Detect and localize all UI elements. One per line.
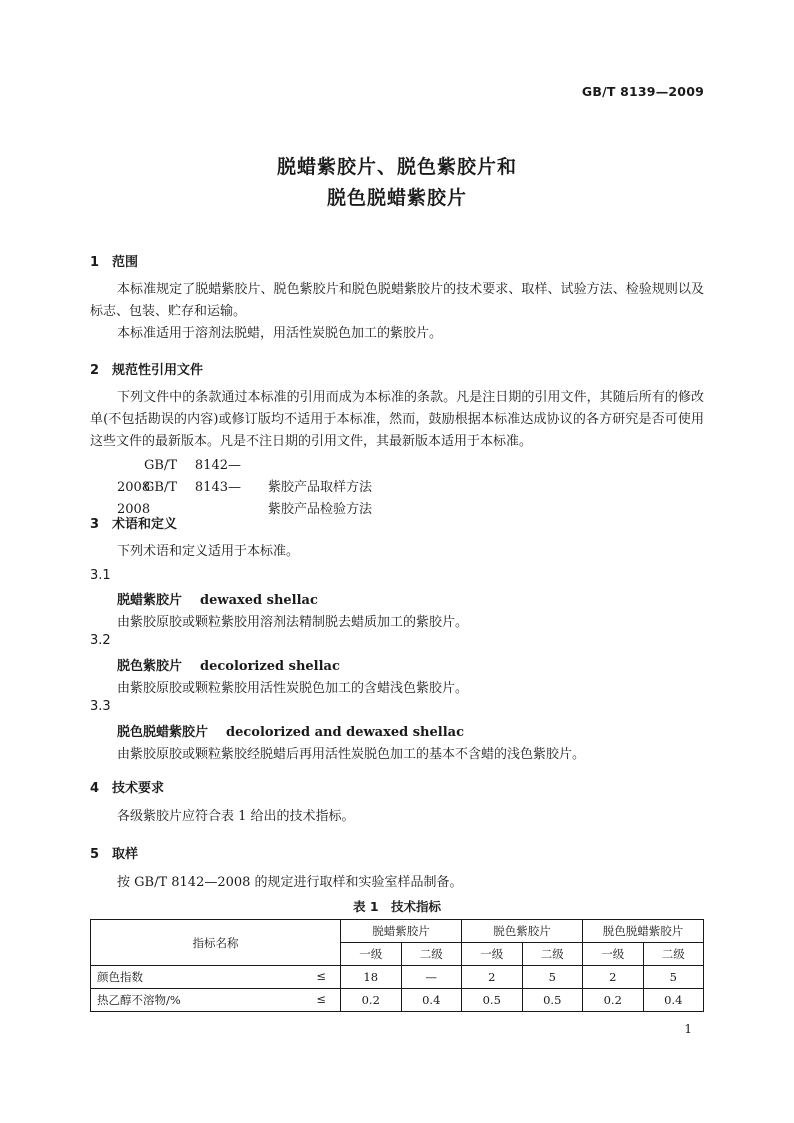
term-chinese: 脱蜡紫胶片 [117, 593, 183, 608]
paragraph: 按 GB/T 8142—2008 的规定进行取样和实验室样品制备。 [117, 875, 463, 890]
paragraph: 下列术语和定义适用于本标准。 [117, 544, 300, 559]
term-english: dewaxed shellac [200, 593, 318, 608]
section-title: 术语和定义 [112, 517, 178, 532]
row-symbol: ≤ [316, 969, 326, 983]
section-number: 5 [90, 847, 100, 862]
grade-cell: 一级 [462, 943, 523, 966]
value-cell: 0.2 [341, 989, 402, 1012]
term-heading [117, 721, 464, 740]
term-heading [117, 655, 340, 674]
value-cell: 0.4 [643, 989, 704, 1012]
value-cell: 0.5 [462, 989, 523, 1012]
term-number: 3.3 [90, 699, 111, 714]
paragraph: 本标准规定了脱蜡紫胶片、脱色紫胶片和脱色脱蜡紫胶片的技术要求、取样、试验方法、检验规则以及标志、包装、贮存和运输。 [90, 282, 704, 319]
section-title: 取样 [112, 847, 139, 862]
grade-cell: 二级 [522, 943, 583, 966]
term-number: 3.2 [90, 633, 111, 648]
header-cell: 指标名称 [91, 920, 341, 966]
section-number: 4 [90, 781, 100, 796]
term-heading [117, 589, 318, 608]
section-number: 1 [90, 255, 100, 270]
page-number: 1 [684, 1022, 692, 1036]
paragraph: 本标准适用于溶剂法脱蜡，用活性炭脱色加工的紫胶片。 [117, 326, 443, 341]
doc-title-line-2: 脱色脱蜡紫胶片 [326, 187, 467, 209]
table-row [91, 989, 704, 1012]
term-chinese: 脱色脱蜡紫胶片 [117, 725, 209, 740]
grade-cell: 二级 [401, 943, 462, 966]
section-5-heading [90, 843, 138, 862]
paragraph: 各级紫胶片应符合表 1 给出的技术指标。 [117, 809, 355, 824]
section-number: 2 [90, 363, 100, 378]
value-cell: — [401, 966, 462, 989]
grade-cell: 一级 [341, 943, 402, 966]
value-cell: 18 [341, 966, 402, 989]
paragraph: 下列文件中的条款通过本标准的引用而成为本标准的条款。凡是注日期的引用文件，其随后所有的修改单(不包括勘误的内容)或修订版均不适用于本标准，然而，鼓励根据本标准达成协议的各方研究是否可使用这些文件的最新版本。凡是不注日期的引用文件，其最新版本适用于本标准。 [90, 390, 704, 449]
section-title: 范围 [112, 255, 139, 270]
reference-item [90, 477, 704, 521]
value-cell: 0.5 [522, 989, 583, 1012]
row-name-cell [91, 966, 341, 989]
section-title: 规范性引用文件 [112, 363, 204, 378]
term-definition: 由紫胶原胶或颗粒紫胶用溶剂法精制脱去蜡质加工的紫胶片。 [117, 615, 469, 630]
value-cell: 2 [462, 966, 523, 989]
technical-spec-table [90, 919, 704, 1012]
grade-cell: 一级 [583, 943, 644, 966]
table-caption: 表 1 技术指标 [352, 899, 442, 914]
doc-title-line-1: 脱蜡紫胶片、脱色紫胶片和 [276, 156, 517, 178]
group-header-cell: 脱色脱蜡紫胶片 [583, 920, 704, 943]
value-cell: 0.4 [401, 989, 462, 1012]
section-number: 3 [90, 517, 100, 532]
section-4-heading [90, 777, 164, 796]
reference-code: GB/T 8142—2008 [117, 458, 241, 495]
row-name: 颜色指数 [97, 970, 143, 984]
term-definition: 由紫胶原胶或颗粒紫胶用活性炭脱色加工的含蜡浅色紫胶片。 [117, 681, 469, 696]
section-2-heading [90, 359, 203, 378]
table-row [91, 966, 704, 989]
section-title: 技术要求 [112, 781, 165, 796]
term-chinese: 脱色紫胶片 [117, 659, 183, 674]
row-name: 热乙醇不溶物/% [97, 993, 181, 1007]
row-name-cell [91, 989, 341, 1012]
group-header-cell: 脱色紫胶片 [462, 920, 583, 943]
reference-title: 紫胶产品检验方法 [268, 502, 373, 517]
reference-code: GB/T 8143—2008 [117, 480, 241, 517]
row-symbol: ≤ [316, 992, 326, 1006]
section-1-heading [90, 251, 138, 270]
term-number: 3.1 [90, 568, 111, 583]
grade-cell: 二级 [643, 943, 704, 966]
value-cell: 2 [583, 966, 644, 989]
term-english: decolorized and dewaxed shellac [226, 725, 464, 740]
value-cell: 5 [522, 966, 583, 989]
value-cell: 5 [643, 966, 704, 989]
standard-number: GB/T 8139—2009 [581, 84, 704, 99]
term-english: decolorized shellac [200, 659, 340, 674]
section-3-heading [90, 513, 177, 532]
reference-title: 紫胶产品取样方法 [268, 480, 373, 495]
group-header-cell: 脱蜡紫胶片 [341, 920, 462, 943]
value-cell: 0.2 [583, 989, 644, 1012]
term-definition: 由紫胶原胶或颗粒紫胶经脱蜡后再用活性炭脱色加工的基本不含蜡的浅色紫胶片。 [117, 747, 586, 762]
table-header-row [91, 920, 704, 943]
